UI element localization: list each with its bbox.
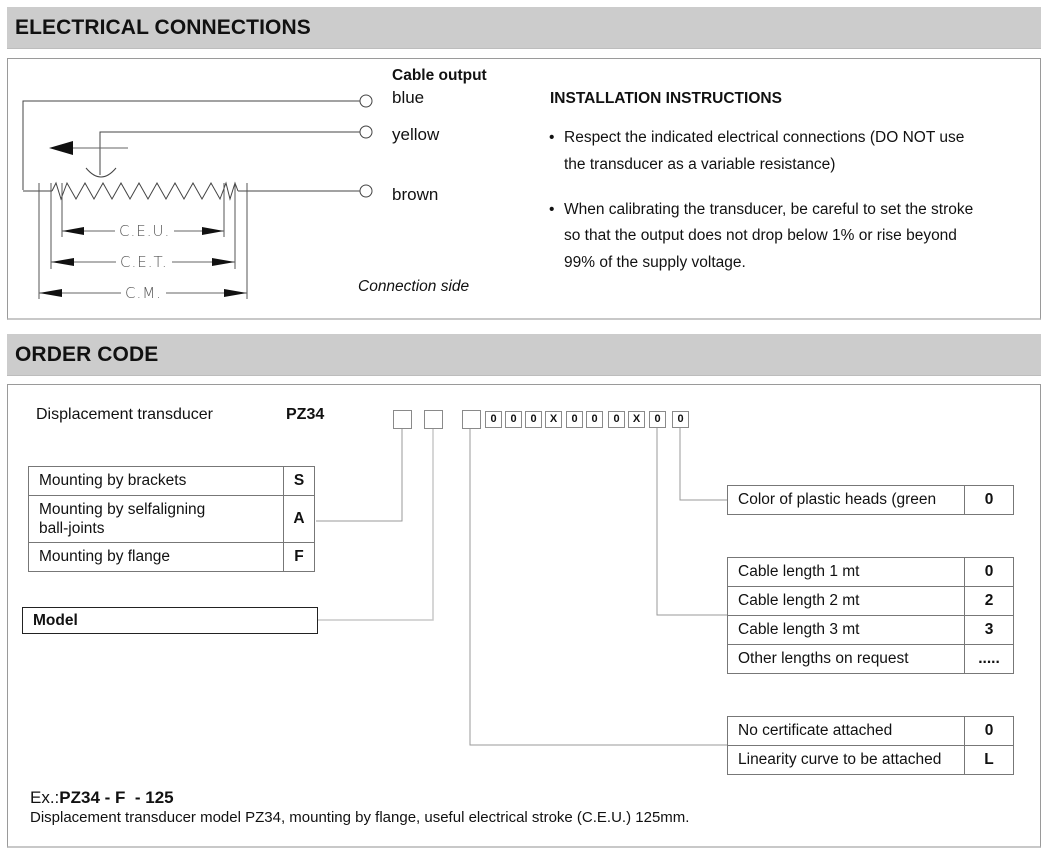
mounting-connector: [316, 427, 402, 521]
code-digit: 0: [608, 411, 625, 428]
connection-side-label: Connection side: [358, 278, 470, 295]
cable-connector: [657, 427, 728, 615]
code-digit: 0: [485, 411, 502, 428]
cable-output-label: Cable output: [392, 67, 487, 84]
example-line: [30, 788, 174, 808]
code-digit: 0: [586, 411, 603, 428]
cm-label: C.M.: [121, 284, 166, 302]
table-row[interactable]: [29, 467, 315, 496]
mounting-option-code: S: [284, 467, 315, 496]
mounting-table: [28, 466, 315, 572]
example-description: Displacement transducer model PZ34, mounting by flange, useful electrical stroke (C.E.U.) 125mm.: [30, 809, 690, 826]
table-row[interactable]: [728, 486, 1014, 515]
certificate-code: L: [965, 746, 1014, 775]
product-model: PZ34: [286, 406, 325, 423]
cable-length-label: Other lengths on request: [728, 645, 965, 674]
installation-title: INSTALLATION INSTRUCTIONS: [550, 90, 782, 107]
example-prefix: Ex.:: [30, 788, 60, 807]
model-connector: [318, 427, 433, 620]
wire-label-blue: blue: [392, 88, 425, 107]
color-connector: [680, 427, 728, 500]
model-label: Model: [33, 612, 78, 629]
section-title: ORDER CODE: [15, 343, 159, 366]
cable-length-label: Cable length 3 mt: [728, 616, 965, 645]
bullet: •: [549, 129, 555, 146]
table-row[interactable]: [728, 746, 1014, 775]
section-title: ELECTRICAL CONNECTIONS: [15, 16, 311, 39]
instruction-text: so that the output does not drop below 1% or rise beyond: [564, 227, 957, 244]
mounting-option-label: Mounting by brackets: [29, 467, 284, 496]
wire-label-brown: brown: [392, 185, 439, 204]
code-digit: 0: [525, 411, 542, 428]
instruction-text: When calibrating the transducer, be careful to set the stroke: [564, 201, 974, 218]
instruction-text: Respect the indicated electrical connections (DO NOT use: [564, 129, 965, 146]
mounting-option-code: A: [284, 496, 315, 543]
table-row[interactable]: [728, 717, 1014, 746]
certificate-connector: [470, 427, 728, 745]
ceu-label: C.E.U.: [115, 222, 174, 240]
certificate-table: [727, 716, 1014, 775]
cable-length-label: Cable length 1 mt: [728, 558, 965, 587]
table-row[interactable]: [728, 558, 1014, 587]
cable-length-code: 3: [965, 616, 1014, 645]
cable-length-code: 0: [965, 558, 1014, 587]
table-row[interactable]: [728, 616, 1014, 645]
code-digit: 0: [672, 411, 689, 428]
product-label: Displacement transducer: [36, 406, 213, 423]
mounting-label-line: Mounting by selfaligning: [39, 501, 206, 518]
cable-length-label: Cable length 2 mt: [728, 587, 965, 616]
certificate-label: No certificate attached: [728, 717, 965, 746]
table-row[interactable]: [29, 543, 315, 572]
cable-length-table: [727, 557, 1014, 674]
model-code-box[interactable]: [424, 410, 443, 429]
table-row[interactable]: [29, 496, 315, 543]
color-heads-code: 0: [965, 486, 1014, 515]
certificate-label: Linearity curve to be attached: [728, 746, 965, 775]
code-digit: X: [545, 411, 562, 428]
mounting-option-code: F: [284, 543, 315, 572]
bullet: •: [549, 201, 555, 218]
color-heads-table: [727, 485, 1014, 515]
mounting-option-label: Mounting by flange: [29, 543, 284, 572]
cet-label: C.E.T.: [116, 253, 172, 271]
certificate-code: 0: [965, 717, 1014, 746]
wire-label-yellow: yellow: [392, 125, 440, 144]
instruction-text: the transducer as a variable resistance): [564, 156, 836, 173]
code-digit: 0: [649, 411, 666, 428]
mounting-label-line: ball-joints: [39, 520, 105, 537]
mounting-option-label: [29, 496, 284, 543]
color-heads-label: Color of plastic heads (green: [728, 486, 965, 515]
code-digit: 0: [505, 411, 522, 428]
instruction-text: 99% of the supply voltage.: [564, 254, 746, 271]
example-code: PZ34 - F - 125: [59, 788, 174, 807]
model-box: [22, 607, 318, 634]
code-digit: 0: [566, 411, 583, 428]
mounting-code-box[interactable]: [393, 410, 412, 429]
code-digit: X: [628, 411, 645, 428]
table-row[interactable]: [728, 645, 1014, 674]
cable-length-code: 2: [965, 587, 1014, 616]
certificate-code-box[interactable]: [462, 410, 481, 429]
table-row[interactable]: [728, 587, 1014, 616]
cable-length-code: .....: [965, 645, 1014, 674]
